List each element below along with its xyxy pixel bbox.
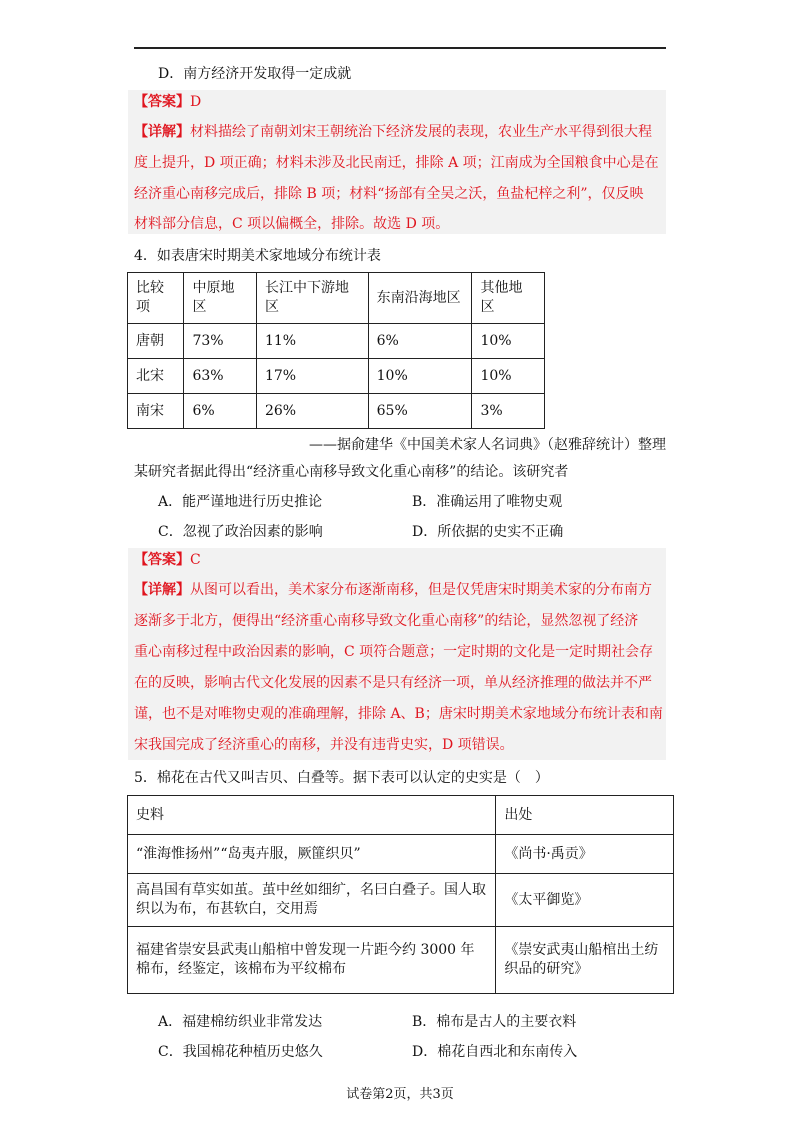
q5-table (127, 795, 674, 994)
q3-detail-line (134, 122, 652, 142)
table-header-row (128, 273, 545, 324)
table-row (128, 324, 545, 359)
q5-option-d: D．棉花自西北和东南传入 (412, 1044, 578, 1060)
table-cell: 10% (472, 324, 545, 359)
q3-detail-line: 度上提升，D 项正确；材料未涉及北民南迁，排除 A 项；江南成为全国粮食中心是在 (134, 155, 659, 171)
q4-source: ——据俞建华《中国美术家人名词典》（赵雅辞统计）整理 (309, 437, 666, 453)
table-cell: 26% (256, 394, 368, 429)
q4-answer (134, 550, 201, 570)
q3-detail-line: 经济重心南移完成后，排除 B 项；材料“扬部有全吴之沃，鱼盐杞梓之利”，仅反映 (134, 186, 644, 202)
q4-option-a: A．能严谨地进行历史推论 (158, 494, 323, 510)
table-cell: 北宋 (128, 359, 184, 394)
q4-table (127, 272, 545, 429)
table-cell: 73% (184, 324, 256, 359)
q4-detail-line: 在的反映，影响古代文化发展的因素不是只有经济一项，单从经济推理的做法并不严 (134, 675, 652, 691)
detail-tag: 【详解】 (134, 582, 190, 598)
answer-value: D (190, 94, 202, 110)
table-header-cell: 其他地区 (472, 273, 545, 324)
table-row (128, 359, 545, 394)
table-header-row (128, 796, 674, 835)
q4-detail-line (134, 580, 652, 600)
q4-detail-line: 重心南移过程中政治因素的影响，C 项符合题意；一定时期的文化是一定时期社会存 (134, 644, 654, 660)
table-cell: 65% (368, 394, 472, 429)
q3-option-d: D．南方经济开发取得一定成就 (158, 66, 352, 82)
table-cell: 《太平御览》 (496, 874, 674, 927)
page-footer: 试卷第2页，共3页 (346, 1087, 454, 1102)
table-header-cell: 东南沿海地区 (368, 273, 472, 324)
table-cell: 唐朝 (128, 324, 184, 359)
table-header-cell: 中原地区 (184, 273, 256, 324)
table-cell: 6% (368, 324, 472, 359)
table-header-cell: 史料 (128, 796, 496, 835)
detail-tag: 【详解】 (134, 124, 190, 140)
table-cell: 10% (472, 359, 545, 394)
q4-stem: 4．如表唐宋时期美术家地域分布统计表 (134, 248, 381, 264)
table-cell: 《尚书·禹贡》 (496, 835, 674, 874)
table-row (128, 835, 674, 874)
table-row (128, 394, 545, 429)
q5-option-c: C．我国棉花种植历史悠久 (158, 1044, 323, 1060)
q4-option-c: C．忽视了政治因素的影响 (158, 524, 323, 540)
table-cell: 3% (472, 394, 545, 429)
table-row (128, 874, 674, 927)
table-cell: 高昌国有草实如茧。茧中丝如细纩，名曰白叠子。国人取织以为布，布甚软白，交用焉 (128, 874, 496, 927)
answer-value: C (190, 552, 201, 568)
table-row (128, 927, 674, 994)
q4-option-d: D．所依据的史实不正确 (412, 524, 564, 540)
q4-detail-line: 逐渐多于北方，便得出“经济重心南移导致文化重心南移”的结论，显然忽视了经济 (134, 613, 639, 629)
detail-text: 材料描绘了南朝刘宋王朝统治下经济发展的表现，农业生产水平得到很大程 (190, 124, 652, 140)
header-rule (134, 47, 666, 49)
table-header-cell: 比较项 (128, 273, 184, 324)
table-cell: 《崇安武夷山船棺出土纺织品的研究》 (496, 927, 674, 994)
q4-option-b: B．准确运用了唯物史观 (412, 494, 563, 510)
table-header-cell: 出处 (496, 796, 674, 835)
answer-tag: 【答案】 (134, 94, 190, 110)
table-cell: 福建省崇安县武夷山船棺中曾发现一片距今约 3000 年棉布，经鉴定，该棉布为平纹棉布 (128, 927, 496, 994)
table-cell: “淮海惟扬州”“岛夷卉服，厥篚织贝” (128, 835, 496, 874)
q5-option-b: B．棉布是古人的主要衣料 (412, 1014, 577, 1030)
answer-tag: 【答案】 (134, 552, 190, 568)
table-cell: 17% (256, 359, 368, 394)
table-cell: 63% (184, 359, 256, 394)
table-header-cell: 长江中下游地区 (256, 273, 368, 324)
q5-option-a: A．福建棉纺织业非常发达 (158, 1014, 323, 1030)
q4-detail-line: 谨，也不是对唯物史观的准确理解，排除 A、B；唐宋时期美术家地域分布统计表和南 (134, 706, 663, 722)
q4-question: 某研究者据此得出“经济重心南移导致文化重心南移”的结论。该研究者 (134, 464, 569, 480)
table-cell: 6% (184, 394, 256, 429)
q4-detail-line: 宋我国完成了经济重心的南移，并没有违背史实，D 项错误。 (134, 737, 514, 753)
q5-stem: 5．棉花在古代又叫吉贝、白叠等。据下表可以认定的史实是（ ） (134, 770, 549, 786)
q3-detail-line: 材料部分信息，C 项以偏概全，排除。故选 D 项。 (134, 216, 450, 232)
table-cell: 11% (256, 324, 368, 359)
q3-answer (134, 92, 201, 112)
detail-text: 从图可以看出，美术家分布逐渐南移，但是仅凭唐宋时期美术家的分布南方 (190, 582, 652, 598)
table-cell: 10% (368, 359, 472, 394)
table-cell: 南宋 (128, 394, 184, 429)
